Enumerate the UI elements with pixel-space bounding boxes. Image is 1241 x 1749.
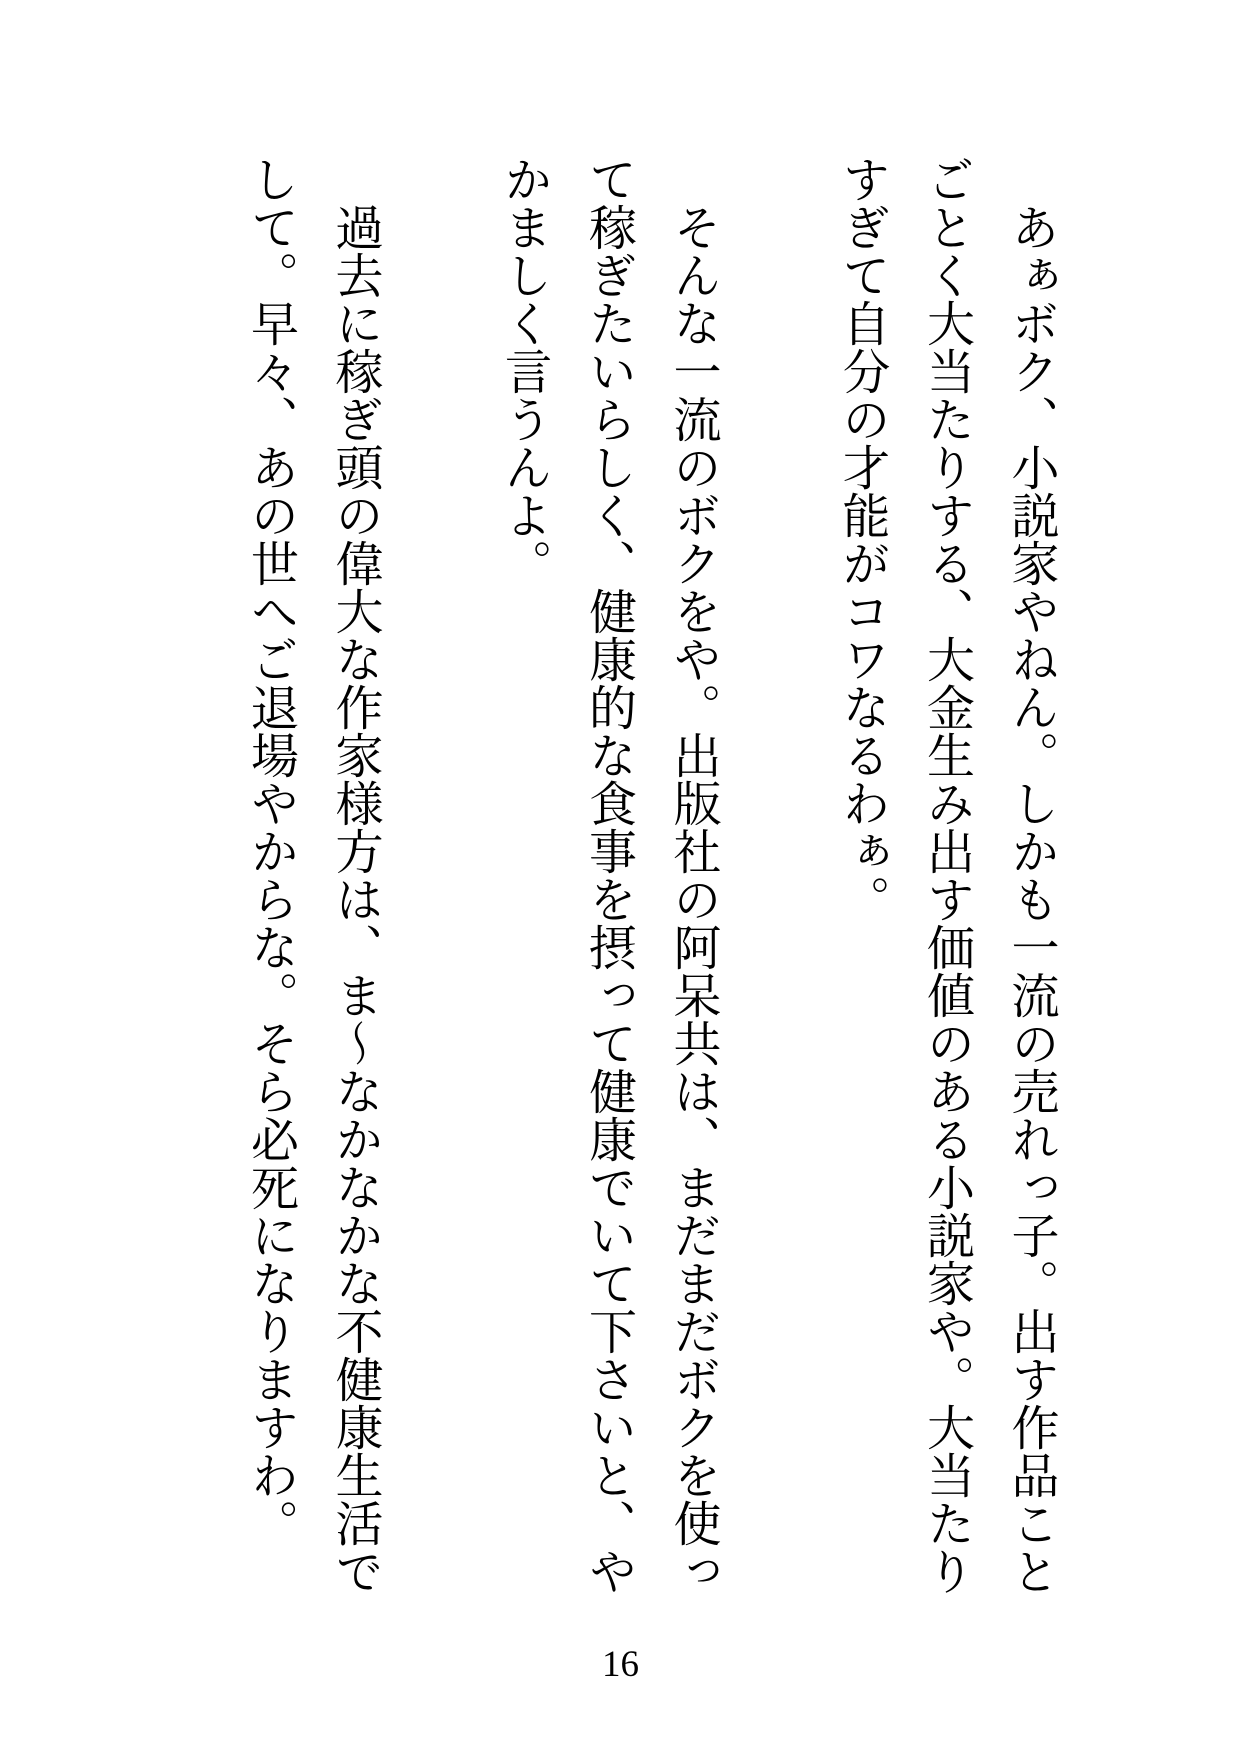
vertical-text-block [227,155,1072,1595]
page-number: 16 [602,1644,639,1685]
paragraph-2 [481,155,735,1595]
text-line: すぎて自分の才能がコワなるわぁ。 [835,155,888,923]
text-line: かましく言うんよ。 [497,155,550,587]
text-line: あぁボク、小説家やねん。しかも一流の売れっ子。出す作品こと [1004,203,1057,1595]
text-line: して。早々、あの世へご退場やからな。そら必死になりますわ。 [243,155,297,1547]
paragraph-1 [819,155,1073,1595]
text-line: そんな一流のボクをや。出版社の阿呆共は、まだまだボクを使っ [666,203,719,1595]
text-line: 過去に稼ぎ頭の偉大な作家様方は、ま〜なかなかな不健康生活で [328,203,381,1595]
text-line: て稼ぎたいらしく、健康的な食事を摂って健康でいて下さいと、や [581,155,635,1595]
paragraph-3 [227,155,396,1595]
text-line: ごとく大当たりする、大金生み出す価値のある小説家や。大当たり [919,155,973,1595]
